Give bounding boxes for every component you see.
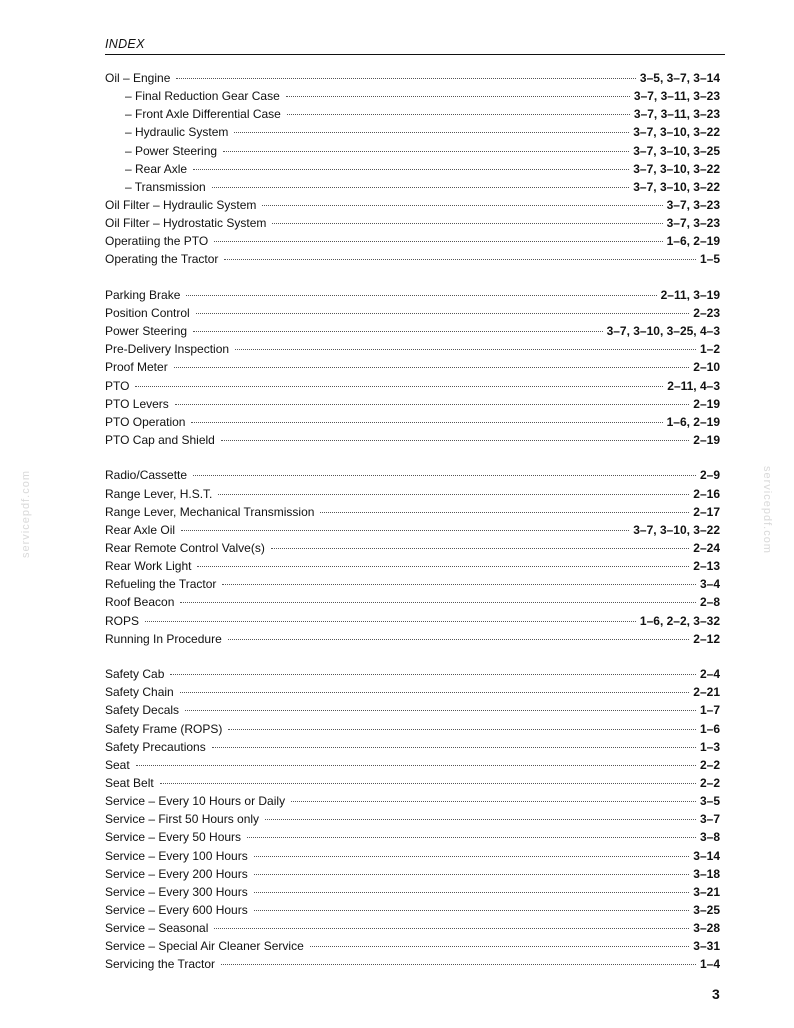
entry-label: Oil Filter – Hydrostatic System	[105, 216, 267, 231]
entry-pages: 3–21	[693, 884, 720, 899]
dot-leader	[254, 856, 690, 857]
dot-leader	[247, 837, 696, 838]
dot-leader	[291, 801, 696, 802]
watermark-right: servicepdf.com	[761, 466, 773, 554]
index-entry	[105, 142, 720, 160]
index-entry	[105, 665, 720, 683]
dot-leader	[214, 928, 689, 929]
dot-leader	[222, 584, 696, 585]
index-entry	[105, 720, 720, 738]
dot-leader	[235, 349, 696, 350]
index-entry	[105, 539, 720, 557]
entry-pages: 3–25	[693, 902, 720, 917]
entry-label: PTO Cap and Shield	[105, 432, 215, 447]
entry-pages: 2–2	[699, 775, 720, 790]
index-entry	[105, 883, 720, 901]
index-entry	[105, 232, 720, 250]
dot-leader	[224, 259, 696, 260]
index-entry	[105, 196, 720, 214]
dot-leader	[254, 910, 690, 911]
entry-pages: 1–6, 2–19	[666, 414, 720, 429]
index-entry	[105, 87, 720, 105]
entry-label: Seat Belt	[105, 775, 154, 790]
dot-leader	[262, 205, 662, 206]
dot-leader	[174, 367, 690, 368]
dot-leader	[254, 874, 690, 875]
entry-label: – Final Reduction Gear Case	[125, 89, 280, 104]
entry-label: Service – Every 300 Hours	[105, 884, 248, 899]
dot-leader	[193, 331, 603, 332]
index-entry	[105, 756, 720, 774]
index-entry	[105, 304, 720, 322]
dot-leader	[197, 566, 689, 567]
entry-label: Rear Remote Control Valve(s)	[105, 540, 265, 555]
entry-pages: 1–6, 2–2, 3–32	[639, 613, 720, 628]
dot-leader	[265, 819, 696, 820]
dot-leader	[223, 151, 629, 152]
entry-pages: 2–11, 4–3	[667, 378, 720, 393]
entry-label: – Front Axle Differential Case	[125, 107, 281, 122]
index-entry	[105, 69, 720, 87]
entry-label: ROPS	[105, 613, 140, 628]
entry-label: Oil – Engine	[105, 71, 171, 85]
dot-leader	[180, 602, 696, 603]
dot-leader	[193, 475, 696, 476]
index-entry	[105, 828, 720, 846]
entry-pages: 3–28	[693, 921, 720, 936]
index-entry	[105, 792, 720, 810]
entry-label: Operating the Tractor	[105, 252, 219, 267]
entry-label: Position Control	[105, 305, 190, 320]
index-entry	[105, 503, 720, 521]
entry-label: Service – Seasonal	[105, 921, 209, 936]
dot-leader	[287, 114, 630, 115]
dot-leader	[176, 78, 636, 79]
entry-label: – Transmission	[125, 179, 206, 194]
entry-pages: 2–24	[693, 540, 720, 555]
entry-pages: 3–7, 3–23	[666, 216, 720, 231]
dot-leader	[272, 223, 662, 224]
watermark-left: servicepdf.com	[20, 470, 32, 558]
entry-pages: 3–5, 3–7, 3–14	[639, 71, 720, 85]
dot-leader	[160, 783, 696, 784]
dot-leader	[286, 96, 630, 97]
dot-leader	[196, 313, 690, 314]
entry-pages: 2–19	[693, 396, 720, 411]
page-number: 3	[712, 986, 720, 1002]
dot-leader	[193, 169, 629, 170]
entry-label: Seat	[105, 757, 130, 772]
entry-label: Safety Chain	[105, 685, 174, 700]
dot-leader	[145, 621, 636, 622]
entry-label: Safety Decals	[105, 703, 180, 718]
entry-pages: 3–7, 3–11, 3–23	[633, 107, 720, 122]
entry-label: Oil Filter – Hydraulic System	[105, 197, 257, 212]
entry-pages: 3–7, 3–23	[666, 197, 720, 212]
entry-pages: 1–2	[699, 342, 720, 357]
dot-leader	[175, 404, 689, 405]
entry-pages: 1–4	[699, 957, 720, 972]
entry-label: – Hydraulic System	[125, 125, 229, 140]
entry-label: Servicing the Tractor	[105, 957, 216, 972]
entry-label: Power Steering	[105, 324, 188, 339]
entry-label: PTO	[105, 378, 130, 393]
entry-label: Range Lever, H.S.T.	[105, 486, 213, 501]
entry-label: Service – Every 100 Hours	[105, 848, 248, 863]
entry-label: Service – Every 200 Hours	[105, 866, 248, 881]
index-entry	[105, 521, 720, 539]
entry-label: Operatiing the PTO	[105, 234, 209, 249]
index-entry	[105, 847, 720, 865]
index-entry	[105, 358, 720, 376]
index-entry	[105, 178, 720, 196]
entry-pages: 2–2	[699, 757, 720, 772]
entry-pages: 2–16	[693, 486, 720, 501]
entry-pages: 1–6, 2–19	[666, 234, 720, 249]
dot-leader	[221, 964, 696, 965]
entry-pages: 2–23	[693, 305, 720, 320]
dot-leader	[212, 747, 696, 748]
entry-pages: 2–21	[693, 685, 720, 700]
index-entry	[105, 593, 720, 611]
index-entry	[105, 485, 720, 503]
dot-leader	[228, 729, 696, 730]
index-entry	[105, 123, 720, 141]
entry-label: Radio/Cassette	[105, 468, 188, 483]
entry-label: Safety Precautions	[105, 739, 206, 754]
index-entry	[105, 937, 720, 955]
index-entry	[105, 286, 720, 304]
dot-leader	[214, 241, 662, 242]
dot-leader	[191, 422, 662, 423]
entry-label: Refueling the Tractor	[105, 577, 217, 592]
entry-label: Pre-Delivery Inspection	[105, 342, 230, 357]
dot-leader	[221, 440, 689, 441]
entry-label: Safety Cab	[105, 667, 165, 682]
index-entry	[105, 865, 720, 883]
dot-leader	[135, 386, 663, 387]
entry-label: Service – Every 10 Hours or Daily	[105, 794, 286, 809]
index-entry	[105, 575, 720, 593]
dot-leader	[320, 512, 689, 513]
entry-pages: 2–12	[693, 631, 720, 646]
entry-label: Range Lever, Mechanical Transmission	[105, 504, 315, 519]
entry-pages: 2–10	[693, 360, 720, 375]
entry-label: Rear Work Light	[105, 559, 192, 574]
index-entry	[105, 810, 720, 828]
index-entry	[105, 322, 720, 340]
index-entry	[105, 160, 720, 178]
dot-leader	[234, 132, 629, 133]
entry-label: Service – Special Air Cleaner Service	[105, 939, 304, 954]
dot-leader	[181, 530, 629, 531]
index-entry	[105, 774, 720, 792]
entry-pages: 2–4	[699, 667, 720, 682]
dot-leader	[186, 295, 656, 296]
entry-pages: 3–4	[699, 577, 720, 592]
entry-label: Rear Axle Oil	[105, 522, 176, 537]
header-title: INDEX	[105, 37, 145, 51]
entry-pages: 1–5	[699, 252, 720, 267]
entry-label: Service – Every 50 Hours	[105, 830, 242, 845]
entry-pages: 3–7, 3–10, 3–22	[633, 125, 720, 140]
index-entry	[105, 377, 720, 395]
dot-leader	[136, 765, 696, 766]
index-entry	[105, 431, 720, 449]
dot-leader	[218, 494, 689, 495]
entry-pages: 1–3	[699, 739, 720, 754]
entry-pages: 3–7, 3–10, 3–25	[633, 143, 720, 158]
index-entry	[105, 919, 720, 937]
index-entry	[105, 250, 720, 268]
index-entry	[105, 395, 720, 413]
dot-leader	[254, 892, 690, 893]
entry-pages: 2–9	[699, 468, 720, 483]
entry-label: PTO Operation	[105, 414, 186, 429]
entry-pages: 3–7, 3–10, 3–25, 4–3	[606, 324, 720, 339]
entry-pages: 3–7, 3–10, 3–22	[633, 179, 720, 194]
index-entry	[105, 612, 720, 630]
entry-label: Parking Brake	[105, 287, 181, 302]
index-entries	[105, 69, 720, 974]
entry-pages: 3–7, 3–10, 3–22	[633, 161, 720, 176]
entry-pages: 3–7, 3–11, 3–23	[633, 89, 720, 104]
index-entry	[105, 901, 720, 919]
dot-leader	[212, 187, 630, 188]
index-entry	[105, 557, 720, 575]
index-entry	[105, 738, 720, 756]
entry-pages: 3–14	[693, 848, 720, 863]
entry-label: Proof Meter	[105, 360, 168, 375]
index-entry	[105, 701, 720, 719]
index-entry	[105, 214, 720, 232]
index-entry	[105, 466, 720, 484]
index-entry	[105, 413, 720, 431]
entry-pages: 1–6	[699, 721, 720, 736]
entry-pages: 2–13	[693, 559, 720, 574]
entry-label: Service – First 50 Hours only	[105, 812, 260, 827]
dot-leader	[170, 674, 696, 675]
entry-pages: 3–18	[693, 866, 720, 881]
entry-label: – Power Steering	[125, 143, 218, 158]
dot-leader	[180, 692, 690, 693]
entry-label: Running In Procedure	[105, 631, 222, 646]
page-header	[105, 36, 725, 55]
entry-pages: 2–19	[693, 432, 720, 447]
dot-leader	[228, 639, 690, 640]
index-entry	[105, 105, 720, 123]
entry-pages: 3–8	[699, 830, 720, 845]
index-entry	[105, 340, 720, 358]
entry-label: – Rear Axle	[125, 161, 188, 176]
entry-label: Service – Every 600 Hours	[105, 902, 248, 917]
entry-pages: 1–7	[699, 703, 720, 718]
dot-leader	[185, 710, 696, 711]
entry-pages: 2–8	[699, 595, 720, 610]
dot-leader	[271, 548, 689, 549]
index-entry	[105, 630, 720, 648]
entry-pages: 3–7	[699, 812, 720, 827]
index-entry	[105, 683, 720, 701]
entry-pages: 3–5	[699, 794, 720, 809]
entry-label: Safety Frame (ROPS)	[105, 721, 223, 736]
entry-label: PTO Levers	[105, 396, 169, 411]
entry-pages: 3–7, 3–10, 3–22	[633, 522, 720, 537]
dot-leader	[310, 946, 690, 947]
index-entry	[105, 955, 720, 973]
entry-pages: 2–17	[693, 504, 720, 519]
entry-pages: 3–31	[693, 939, 720, 954]
entry-label: Roof Beacon	[105, 595, 175, 610]
entry-pages: 2–11, 3–19	[660, 287, 720, 302]
